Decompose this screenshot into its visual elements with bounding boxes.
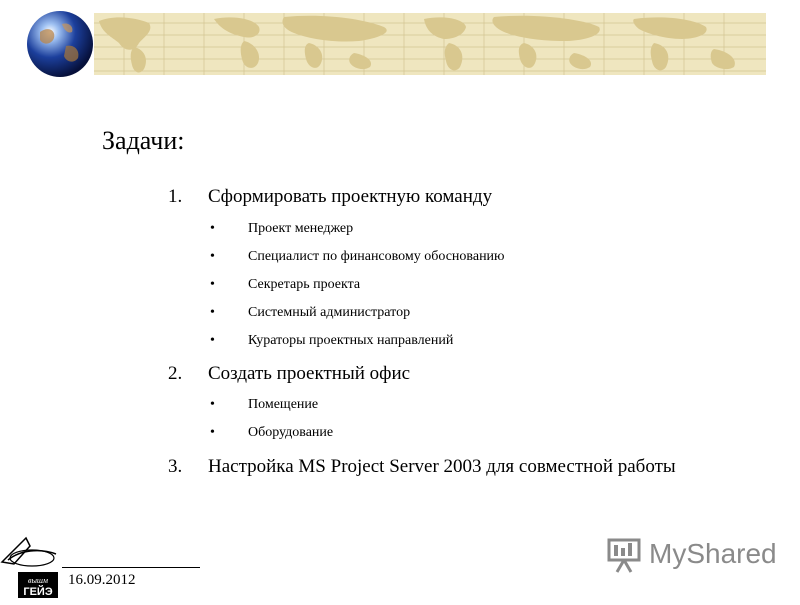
myshared-brand: MyShared [649, 538, 777, 569]
slide-title: Задачи: [102, 126, 185, 155]
task-number: 3. [168, 456, 183, 477]
bullet: • [210, 425, 215, 440]
task-label: Сформировать проектную команду [208, 186, 493, 207]
bullet: • [210, 397, 215, 412]
task-number: 1. [168, 186, 183, 207]
presentation-icon [605, 536, 645, 576]
task-number: 2. [168, 363, 183, 384]
bullet: • [210, 249, 215, 264]
footer-divider [62, 567, 200, 568]
footer-date: 16.09.2012 [68, 572, 136, 588]
bullet: • [210, 221, 215, 236]
logo-text-top: вышм [27, 576, 49, 585]
logo-text-bottom: ГЕЙЭ [23, 586, 53, 598]
bullet: • [210, 305, 215, 320]
task-label: Настройка MS Project Server 2003 для совместной работы [208, 456, 676, 477]
bullet: • [210, 277, 215, 292]
globe-icon [26, 10, 94, 78]
institution-logo [0, 532, 62, 600]
task-label: Создать проектный офис [208, 363, 411, 384]
bullet: • [210, 333, 215, 348]
myshared-watermark [605, 534, 775, 574]
world-map-banner [94, 13, 766, 75]
